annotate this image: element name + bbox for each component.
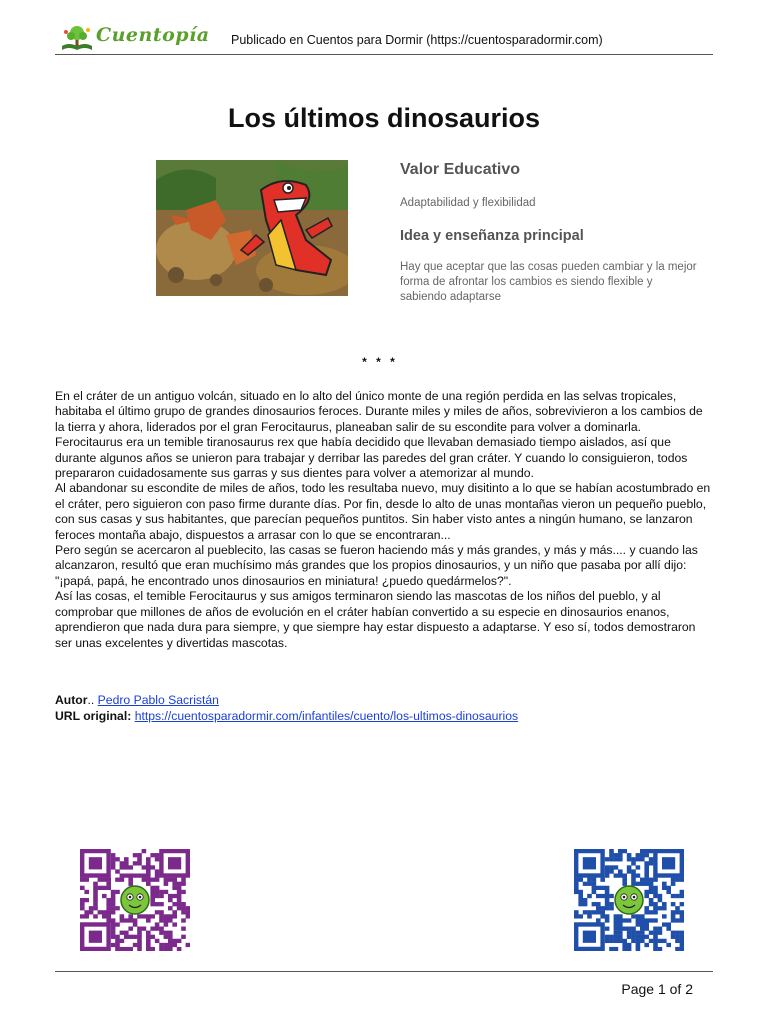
story-paragraph: Pero según se acercaron al pueblecito, las casas se fueron haciendo más y más grandes, y más y más.... y cuando las alcanzaron, resultó que eran muchísimo más grandes que los propios dinosaurios, y un niño que pasaba por allí dijo: "¡papá, papá, he encontrado unos dinosaurios en miniatura! ¿puedo quedármelos?". — [55, 543, 698, 588]
story-metadata — [55, 692, 518, 724]
brand-name: Cuentopía — [96, 24, 210, 46]
story-body — [55, 389, 715, 651]
dinosaur-illustration — [156, 160, 348, 296]
book-tree-icon — [60, 24, 94, 52]
story-title: Los últimos dinosaurios — [227, 103, 541, 133]
url-label: URL original: — [55, 709, 132, 723]
footer-divider — [55, 971, 713, 972]
story-paragraph: Al abandonar su escondite de miles de años, todo les resultaba nuevo, muy disitinto a lo que se habían acostumbrado en el cráter, pero siguieron con paso firme durante días. Por fin, desde lo alto de unas montañas vieron un pequeño pueblo, con sus casas y sus habitantes, que parecían pequeños puntitos. Sin haber visto antes a ningún humano, se lanzaron feroces montaña abajo, dispuestos a arrasar con lo que se encontraran... — [55, 481, 711, 542]
educational-value-heading: Valor Educativo — [400, 161, 521, 178]
story-paragraph: Ferocitaurus era un temible tiranosaurus rex que había decidido que llevaban demasiado tiempo aislados, así que durante algunos años se unieron para trabajar y derribar las paredes del gran cráter. Y cuando lo consiguieron, todos prepararon cuidadosamente sus garras y sus dientes para volver a atemorizar al mundo. — [55, 435, 688, 481]
educational-value-text: Adaptabilidad y flexibilidad — [400, 197, 536, 209]
qr-code-left[interactable] — [80, 849, 190, 951]
page-header — [55, 18, 713, 54]
story-paragraph: Así las cosas, el temible Ferocitaurus y sus amigos terminaron siendo las mascotas de los niños del pueblo, y al comprobar que millones de años de evolución en el cráter habían convertido a su especie en dinosaurios enanos, aprendieron que nada dura para siempre, y que siempre hay estar dispuesto a adaptarse. Y eso sí, todos demostraron ser unas excelentes y divertidas mascotas. — [55, 589, 696, 650]
main-idea-text: Hay que aceptar que las cosas pueden cambiar y la mejor forma de afrontar los cambios es siendo flexible y sabiendo adaptarse — [400, 261, 697, 303]
author-label: Autor — [55, 693, 88, 707]
header-divider — [55, 54, 713, 55]
main-idea-heading: Idea y enseñanza principal — [400, 228, 584, 244]
qr-code-right[interactable] — [574, 849, 684, 951]
page-number: Page 1 of 2 — [621, 981, 693, 997]
author-separator: .. — [87, 693, 95, 707]
author-link[interactable]: Pedro Pablo Sacristán — [97, 693, 219, 707]
cuentopia-logo[interactable] — [60, 18, 220, 52]
publication-note: Publicado en Cuentos para Dormir (https://cuentosparadormir.com) — [231, 33, 603, 47]
original-url-link[interactable]: https://cuentosparadormir.com/infantiles/cuento/los-ultimos-dinosaurios — [134, 709, 519, 723]
story-paragraph: En el cráter de un antiguo volcán, situado en lo alto del único monte de una región perdida en las selvas tropicales, habitaba el último grupo de grandes dinosaurios feroces. Durante miles y miles de años, sobrevivieron a los cambios de la tierra y ahora, liderados por el gran Ferocitaurus, planeaban salir de su escondite para volver a dominarla. — [55, 389, 703, 434]
section-separator: * * * — [362, 355, 398, 369]
